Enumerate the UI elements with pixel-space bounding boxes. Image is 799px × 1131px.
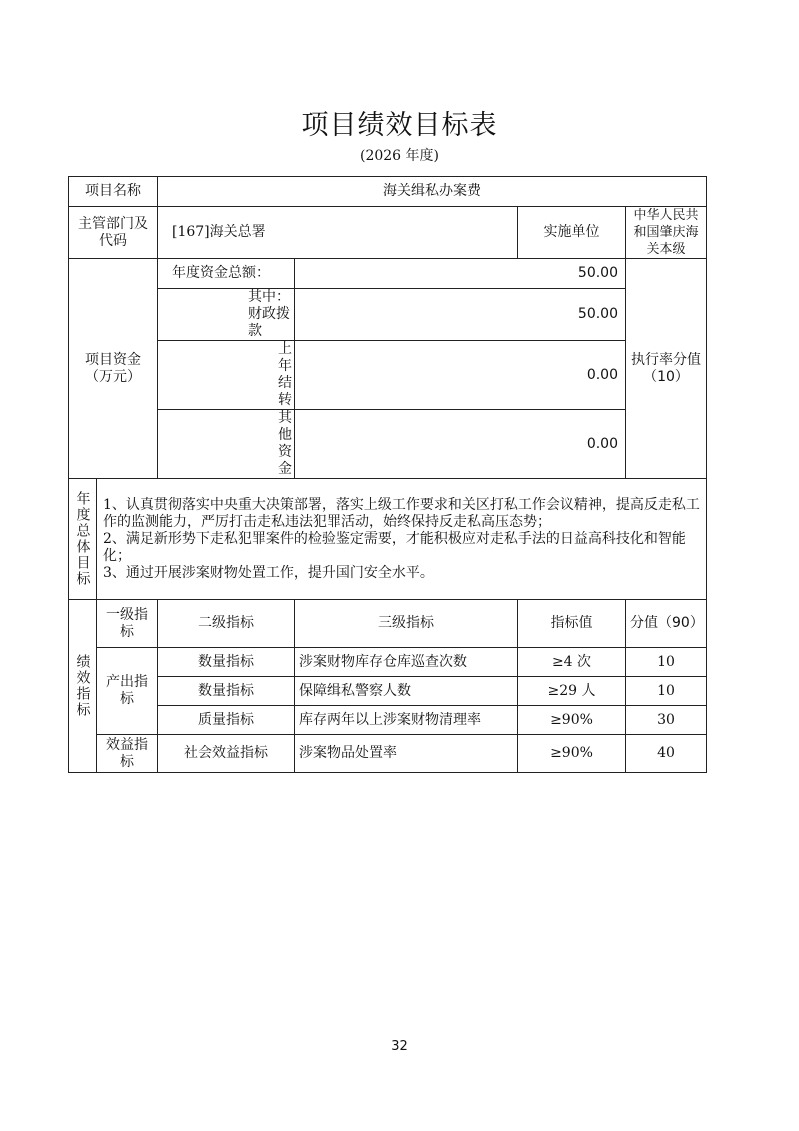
page-subtitle: (2026 年度) [359, 148, 439, 164]
indicator-value-cell: ≥4 次 [518, 648, 626, 677]
level1-output: 产出指标 [97, 648, 158, 735]
table-row [69, 735, 707, 773]
indicator-value-cell: ≥29 人 [518, 677, 626, 706]
level3-cell: 涉案物品处置率 [295, 735, 518, 773]
funds-row [69, 410, 707, 479]
funds-total-value: 50.00 [295, 259, 626, 289]
table-row [69, 677, 707, 706]
score-cell: 40 [626, 735, 707, 773]
page-number: 32 [391, 1039, 408, 1054]
execution-rate-score-label: 执行率分值（10） [626, 259, 707, 479]
page-title: 项目绩效目标表 [301, 110, 498, 141]
funds-carryover-value: 0.00 [295, 341, 626, 410]
annual-goals-text [97, 479, 707, 600]
level2-cell: 质量指标 [158, 706, 295, 735]
funds-fiscal-value: 50.00 [295, 289, 626, 341]
department-label: 主管部门及代码 [69, 207, 158, 259]
project-name-label: 项目名称 [69, 177, 158, 207]
project-name-row [69, 177, 707, 207]
funds-other-value: 0.00 [295, 410, 626, 479]
indicators-label: 绩效指标 [74, 654, 91, 718]
funds-carryover-label: 上年结转 [158, 341, 295, 410]
department-value: [167]海关总署 [158, 207, 518, 259]
level3-cell: 库存两年以上涉案财物清理率 [295, 706, 518, 735]
level1-header: 一级指标 [97, 600, 158, 648]
indicator-value-cell: ≥90% [518, 706, 626, 735]
table-row [69, 706, 707, 735]
funds-row [69, 341, 707, 410]
goal-line: 3、通过开展涉案财物处置工作，提升国门安全水平。 [103, 564, 434, 581]
level3-cell: 保障缉私警察人数 [295, 677, 518, 706]
annual-goals-label: 年度总体目标 [74, 491, 91, 587]
implementing-unit-value: 中华人民共和国肇庆海关本级 [626, 207, 707, 259]
annual-goals-label-cell [69, 479, 97, 600]
score-cell: 10 [626, 648, 707, 677]
funds-label: 项目资金（万元） [69, 259, 158, 479]
level3-header: 三级指标 [295, 600, 518, 648]
score-cell: 10 [626, 677, 707, 706]
score-cell: 30 [626, 706, 707, 735]
level2-header: 二级指标 [158, 600, 295, 648]
table-row [69, 648, 707, 677]
funds-row [69, 289, 707, 341]
level2-cell: 数量指标 [158, 648, 295, 677]
level2-cell: 数量指标 [158, 677, 295, 706]
department-row [69, 207, 707, 259]
annual-goals-row [69, 479, 707, 600]
implementing-unit-label: 实施单位 [518, 207, 626, 259]
funds-other-label: 其他资金 [158, 410, 295, 479]
funds-total-label: 年度资金总额： [158, 259, 295, 289]
project-name-value: 海关缉私办案费 [158, 177, 707, 207]
level1-benefit: 效益指标 [97, 735, 158, 773]
funds-fiscal-label: 其中：财政拨款 [158, 289, 295, 341]
indicator-value-cell: ≥90% [518, 735, 626, 773]
level2-cell: 社会效益指标 [158, 735, 295, 773]
score-header: 分值（90） [626, 600, 707, 648]
goal-line: 1、认真贯彻落实中央重大决策部署，落实上级工作要求和关区打私工作会议精神，提高反走私工作的监测能力，严厉打击走私违法犯罪活动，始终保持反走私高压态势； [103, 496, 700, 530]
indicator-value-header: 指标值 [518, 600, 626, 648]
level3-cell: 涉案财物库存仓库巡查次数 [295, 648, 518, 677]
indicators-header-row [69, 600, 707, 648]
funds-row [69, 259, 707, 289]
goal-line: 2、满足新形势下走私犯罪案件的检验鉴定需要，才能积极应对走私手法的日益高科技化和智能化； [103, 530, 686, 564]
indicators-label-cell [69, 600, 97, 773]
performance-target-table [68, 176, 707, 773]
